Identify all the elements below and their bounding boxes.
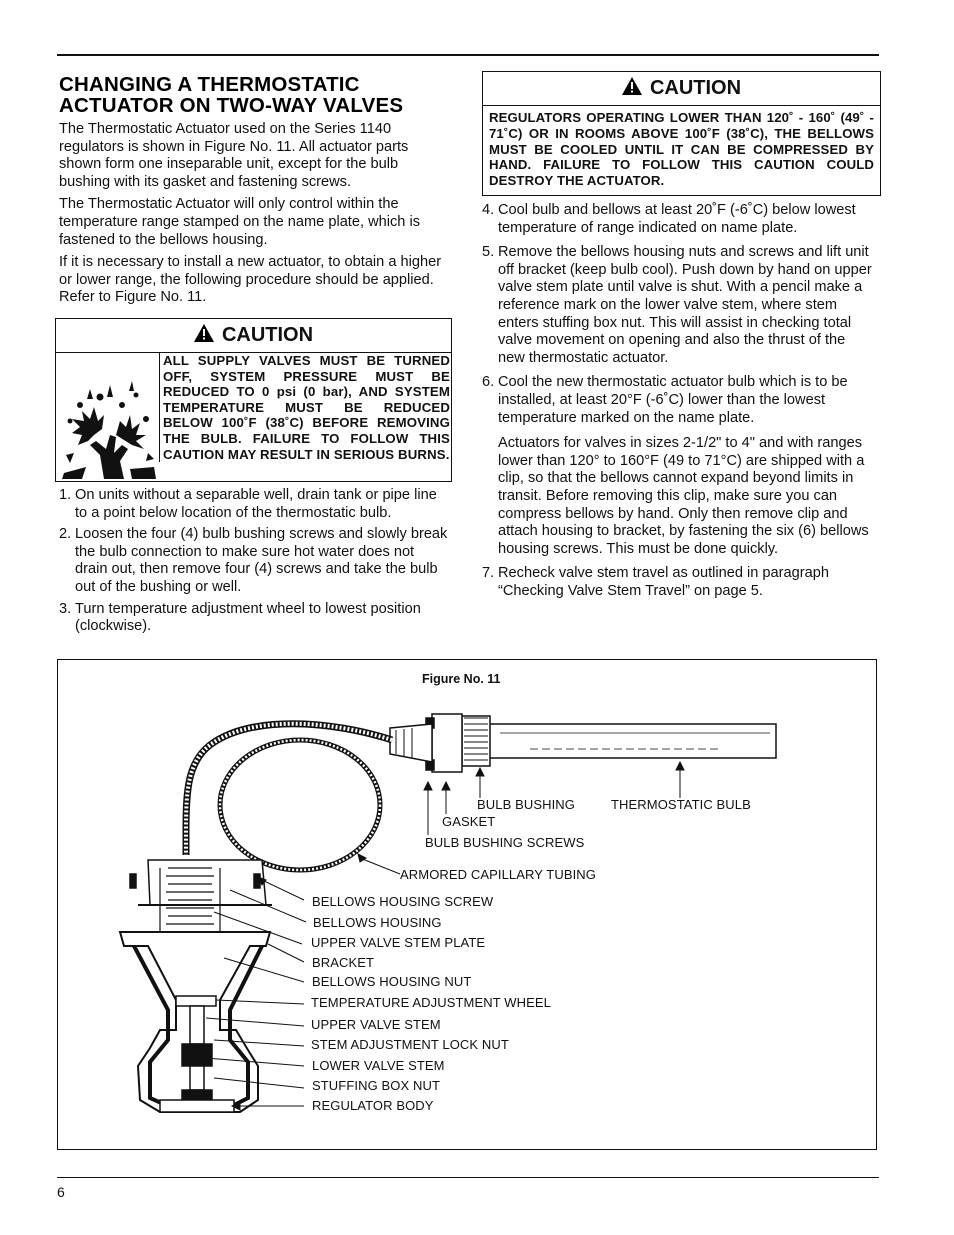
- step-text: Cool the new thermostatic actuator bulb which is to be installed, at least 20°F (-6˚C) lower than the lowest temperature marked on the name plate.: [498, 374, 848, 426]
- step-text: Remove the bellows housing nuts and screws and lift unit off bracket (keep bulb cool). Push down by hand on upper valve stem plate until valve is shut. With a pencil make a reference mark on the lower valve stem, where stem enters stuffing box nut. This will assist in checking total valve movement on opening and also the thrust of the new thermostatic actuator.: [498, 244, 872, 366]
- step-note: Actuators for valves in sizes 2-1/2" to 4" and with ranges lower than 120° to 160°F (49 to 71°C) are shipped with a clip, so that the bellows cannot expand beyond limits in transit. Before removing this clip, make sure you can compress bellows by hand. Only then remove clip and attach housing to bracket, by fastening the six (6) bellows housing screws. This must be done quickly.: [498, 435, 869, 557]
- label-bellows-housing-screw: BELLOWS HOUSING SCREW: [312, 894, 494, 909]
- label-stuffing-box-nut: STUFFING BOX NUT: [312, 1078, 440, 1093]
- caution-title: CAUTION: [649, 77, 742, 99]
- label-temperature-adjustment-wheel: TEMPERATURE ADJUSTMENT WHEEL: [311, 995, 551, 1010]
- caution-text: ALL SUPPLY VALVES MUST BE TURNED OFF, SYSTEM PRESSURE MUST BE REDUCED TO 0 psi (0 bar), AND SYSTEM TEMPERATURE MUST BE REDUCED BELOW 100˚F (38˚C) BEFORE REMOVING THE BULB. FAILURE TO FOLLOW THIS CAUTION MAY RESULT IN SERIOUS BURNS.: [159, 353, 450, 462]
- bottom-rule: [57, 1177, 879, 1178]
- heading-line-1: CHANGING A THERMOSTATIC: [59, 73, 360, 96]
- label-bulb-bushing: BULB BUSHING: [477, 797, 576, 812]
- step-number: 7.: [482, 565, 495, 582]
- label-gasket: GASKET: [442, 814, 496, 829]
- intro-paragraph-2: The Thermostatic Actuator will only control within the temperature range stamped on the name plate, which is fastened to the bellows housing.: [59, 196, 420, 248]
- page-number: 6: [57, 1184, 65, 1200]
- label-lower-valve-stem: LOWER VALVE STEM: [312, 1058, 445, 1073]
- label-bellows-housing-nut: BELLOWS HOUSING NUT: [312, 974, 472, 989]
- step-text: Turn temperature adjustment wheel to lowest position (clockwise).: [75, 600, 421, 635]
- intro-paragraph-1: The Thermostatic Actuator used on the Series 1140 regulators is shown in Figure No. 11. All actuator parts shown form one inseparable unit, except for the bulb bushing with its gasket and fastening screws.: [59, 121, 409, 190]
- heading-line-2: ACTUATOR ON TWO-WAY VALVES: [59, 94, 404, 117]
- step-number: 5.: [482, 244, 495, 261]
- label-upper-valve-stem: UPPER VALVE STEM: [311, 1017, 441, 1032]
- step-number: 2.: [59, 526, 72, 543]
- step-number: 4.: [482, 202, 495, 218]
- step-number: 6.: [482, 374, 495, 391]
- label-bellows-housing: BELLOWS HOUSING: [313, 915, 442, 930]
- step-text: Recheck valve stem travel as outlined in paragraph “Checking Valve Stem Travel” on page 5.: [498, 565, 829, 599]
- label-bulb-bushing-screws: BULB BUSHING SCREWS: [425, 835, 585, 850]
- label-stem-adjustment-lock-nut: STEM ADJUSTMENT LOCK NUT: [311, 1037, 509, 1052]
- step-number: 3.: [59, 600, 72, 617]
- step-text: Loosen the four (4) bulb bushing screws and slowly break the bulb connection to make sure hot water does not drain out, then remove four (4) screws and take the bulb out of the bushing or well.: [75, 526, 448, 595]
- caution-title: CAUTION: [221, 324, 314, 346]
- adjustment-wheel-shape: [176, 996, 216, 1006]
- step-text: On units without a separable well, drain tank or pipe line to a point below location of the thermostatic bulb.: [75, 487, 437, 521]
- label-thermostatic-bulb: THERMOSTATIC BULB: [611, 797, 751, 812]
- caution-text: REGULATORS OPERATING LOWER THAN 120˚ - 160˚ (49˚ - 71˚C) OR IN ROOMS ABOVE 100˚F (38˚C), THE BELLOWS MUST BE COOLED UNTIL IT CAN BE COMPRESSED BY HAND. FAILURE TO FOLLOW THIS CAUTION COULD DESTROY THE ACTUATOR.: [489, 110, 874, 189]
- gasket-shape: [432, 714, 462, 772]
- label-armored-capillary-tubing: ARMORED CAPILLARY TUBING: [400, 867, 597, 882]
- capillary-tubing-shape: [186, 724, 392, 855]
- figure-title: Figure No. 11: [422, 672, 501, 686]
- label-upper-valve-stem-plate: UPPER VALVE STEM PLATE: [311, 935, 486, 950]
- step-text: Cool bulb and bellows at least 20˚F (-6˚C) below lowest temperature of range indicated on name plate.: [498, 202, 856, 236]
- label-regulator-body: REGULATOR BODY: [312, 1098, 434, 1113]
- label-bracket: BRACKET: [312, 955, 375, 970]
- thermostatic-bulb-shape: [488, 724, 776, 758]
- intro-paragraph-3: If it is necessary to install a new actuator, to obtain a higher or lower range, the following procedure should be applied. Refer to Figure No. 11.: [59, 254, 442, 306]
- step-number: 1.: [59, 487, 72, 503]
- bellows-housing-shape: [148, 860, 266, 905]
